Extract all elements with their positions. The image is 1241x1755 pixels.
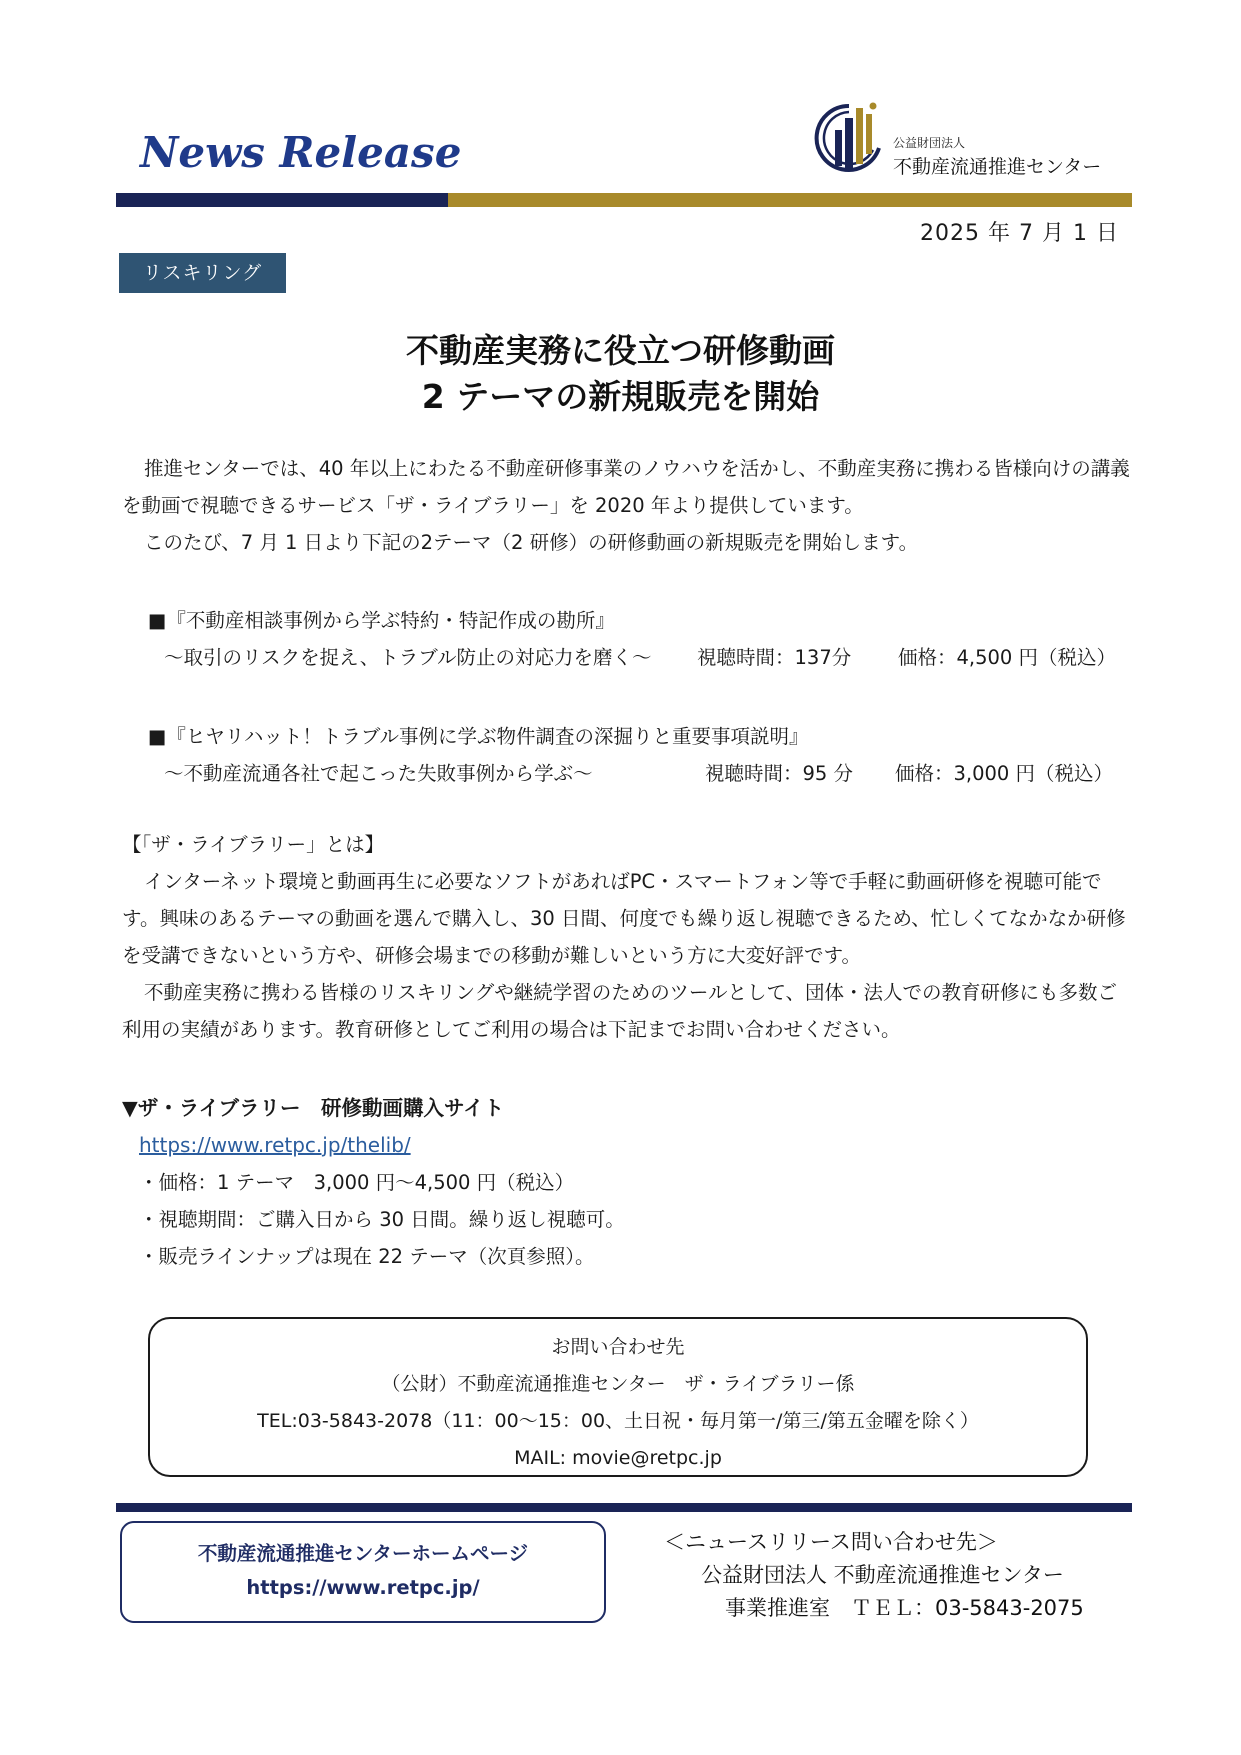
contact-mail[interactable]: MAIL: movie@retpc.jp: [514, 1447, 722, 1469]
headline: [0, 328, 1241, 420]
product-subtitle: ～取引のリスクを捉え、トラブル防止の対応力を磨く～: [164, 646, 652, 669]
org-logo-icon: [813, 100, 885, 184]
product-1: [148, 602, 1138, 676]
site-bullet-period: ・視聴期間：ご購入日から 30 日間。繰り返し視聴可。: [139, 1208, 625, 1231]
library-section: [122, 826, 1132, 1048]
product-duration: 視聴時間：137分: [697, 646, 852, 669]
press-contact-heading: ＜ニュースリリース問い合わせ先＞: [664, 1530, 998, 1554]
press-contact-tel: 事業推進室 ＴＥＬ：03-5843-2075: [725, 1596, 1084, 1620]
header-divider: [116, 193, 1132, 207]
library-heading: 【「ザ・ライブラリー」とは】: [122, 833, 385, 856]
homepage-box[interactable]: [120, 1521, 606, 1623]
purchase-site-section: [122, 1090, 1132, 1275]
contact-org: （公財）不動産流通推進センター ザ・ライブラリー係: [381, 1373, 855, 1395]
product-price: 価格：3,000 円（税込）: [895, 762, 1114, 785]
product-price: 価格：4,500 円（税込）: [898, 646, 1117, 669]
release-date: 2025 年 7 月 1 日: [920, 221, 1119, 246]
purchase-site-link[interactable]: https://www.retpc.jp/thelib/: [139, 1133, 411, 1157]
logo-org-type: 公益財団法人: [893, 136, 966, 150]
site-bullet-price: ・価格：1 テーマ 3,000 円～4,500 円（税込）: [139, 1171, 575, 1194]
press-contact-org: 公益財団法人 不動産流通推進センター: [701, 1563, 1064, 1587]
product-title: ■『ヒヤリハット！トラブル事例に学ぶ物件調査の深掘りと重要事項説明』: [148, 725, 809, 748]
press-contact: [664, 1526, 1084, 1625]
intro-section: [122, 450, 1132, 561]
site-bullet-lineup: ・販売ラインナップは現在 22 テーマ（次頁参照）。: [139, 1245, 595, 1268]
org-logo: [813, 100, 1133, 190]
library-paragraph-1: インターネット環境と動画再生に必要なソフトがあればPC・スマートフォン等で手軽に動画研修を視聴可能です。興味のあるテーマの動画を選んで購入し、30 日間、何度でも繰り返し視聴できるため、忙しくてなかなか研修を受講できないという方や、研修会場までの移動が難しいという方に大変好評です。: [122, 870, 1126, 967]
product-duration: 視聴時間：95 分: [705, 762, 854, 785]
headline-line-2: 2 テーマの新規販売を開始: [421, 377, 820, 416]
library-paragraph-2: 不動産実務に携わる皆様のリスキリングや継続学習のためのツールとして、団体・法人での教育研修にも多数ご利用の実績があります。教育研修としてご利用の場合は下記までお問い合わせください。: [122, 981, 1118, 1041]
contact-heading: お問い合わせ先: [551, 1336, 685, 1358]
intro-paragraph-1: 推進センターでは、40 年以上にわたる不動産研修事業のノウハウを活かし、不動産実務に携わる皆様向けの講義を動画で視聴できるサービス「ザ・ライブラリー」を 2020 年より提供しています。: [122, 457, 1130, 517]
contact-tel: TEL:03-5843-2078（11：00～15：00、土日祝・毎月第一/第三/第五金曜を除く）: [257, 1410, 979, 1432]
homepage-url[interactable]: https://www.retpc.jp/: [246, 1576, 480, 1599]
purchase-site-title: ▼ザ・ライブラリー 研修動画購入サイト: [122, 1096, 505, 1120]
homepage-label: 不動産流通推進センターホームページ: [197, 1542, 529, 1565]
headline-line-1: 不動産実務に役立つ研修動画: [406, 331, 835, 370]
footer-divider: [116, 1503, 1132, 1512]
product-subtitle: ～不動産流通各社で起こった失敗事例から学ぶ～: [164, 762, 593, 785]
category-badge: リスキリング: [119, 253, 286, 293]
contact-box: [148, 1317, 1088, 1477]
product-2: [148, 718, 1138, 792]
intro-paragraph-2: このたび、7 月 1 日より下記の2テーマ（2 研修）の研修動画の新規販売を開始します。: [144, 531, 919, 554]
news-release-title: News Release: [140, 128, 462, 177]
logo-org-name: 不動産流通推進センター: [893, 156, 1102, 178]
product-title: ■『不動産相談事例から学ぶ特約・特記作成の勘所』: [148, 609, 615, 632]
